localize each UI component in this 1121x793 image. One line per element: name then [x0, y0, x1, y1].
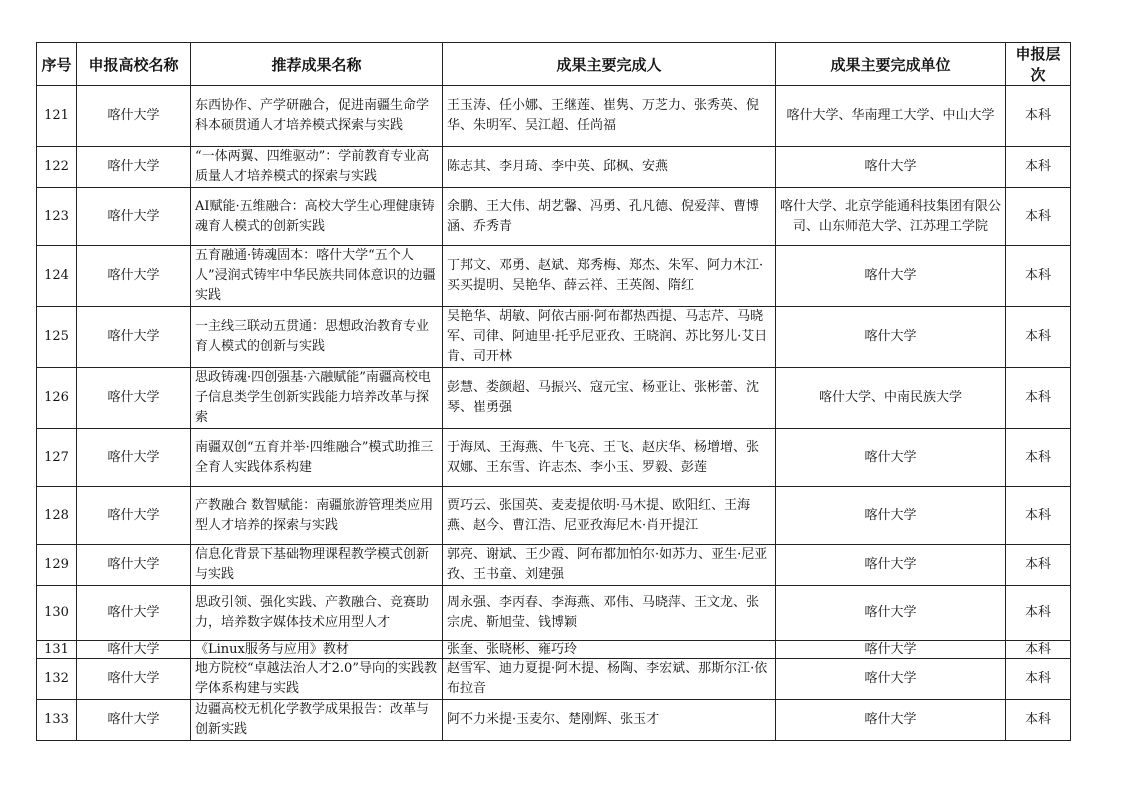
application-level: 本科 [1006, 586, 1071, 641]
main-units: 喀什大学 [776, 586, 1006, 641]
row-number: 122 [37, 147, 77, 188]
main-contributors: 赵雪军、迪力夏提·阿木提、杨陶、李宏斌、那斯尔江·依布拉音 [443, 659, 776, 700]
achievement-title: 东西协作、产学研融合，促进南疆生命学科本硕贯通人才培养模式探索与实践 [191, 86, 443, 147]
table-row [37, 429, 1071, 487]
row-number: 123 [37, 188, 77, 246]
main-units: 喀什大学 [776, 700, 1006, 741]
school-name: 喀什大学 [77, 545, 191, 586]
main-contributors: 陈志其、李月琦、李中英、邱枫、安燕 [443, 147, 776, 188]
achievement-title: 一主线三联动五贯通：思想政治教育专业育人模式的创新与实践 [191, 307, 443, 368]
row-number: 129 [37, 545, 77, 586]
table-row [37, 188, 1071, 246]
main-units: 喀什大学 [776, 246, 1006, 307]
application-level: 本科 [1006, 246, 1071, 307]
header-title: 推荐成果名称 [191, 43, 443, 86]
main-contributors: 丁邦文、邓勇、赵斌、郑秀梅、郑杰、朱军、阿力木江·买买提明、吴艳华、薛云祥、王英阁、隋红 [443, 246, 776, 307]
header-row [37, 43, 1071, 86]
header-units: 成果主要完成单位 [776, 43, 1006, 86]
achievement-title: 思政铸魂·四创强基·六融赋能”南疆高校电子信息类学生创新实践能力培养改革与探索 [191, 368, 443, 429]
row-number: 127 [37, 429, 77, 487]
school-name: 喀什大学 [77, 429, 191, 487]
row-number: 128 [37, 487, 77, 545]
table-row [37, 586, 1071, 641]
application-level: 本科 [1006, 545, 1071, 586]
application-level: 本科 [1006, 86, 1071, 147]
row-number: 131 [37, 641, 77, 659]
header-school: 申报高校名称 [77, 43, 191, 86]
application-level: 本科 [1006, 307, 1071, 368]
school-name: 喀什大学 [77, 700, 191, 741]
main-units: 喀什大学 [776, 641, 1006, 659]
table-row [37, 307, 1071, 368]
school-name: 喀什大学 [77, 188, 191, 246]
achievement-title: 边疆高校无机化学教学成果报告：改革与创新实践 [191, 700, 443, 741]
main-contributors: 贾巧云、张国英、麦麦提依明·马木提、欧阳红、王海燕、赵今、曹江浩、尼亚孜海尼木·肖开提江 [443, 487, 776, 545]
row-number: 124 [37, 246, 77, 307]
main-contributors: 彭慧、娄颜超、马振兴、寇元宝、杨亚让、张彬蕾、沈琴、崔勇强 [443, 368, 776, 429]
row-number: 130 [37, 586, 77, 641]
main-contributors: 于海凤、王海燕、牛飞亮、王飞、赵庆华、杨增增、张双娜、王东雪、许志杰、李小玉、罗毅、彭莲 [443, 429, 776, 487]
school-name: 喀什大学 [77, 487, 191, 545]
main-contributors: 阿不力米提·玉麦尔、楚刚辉、张玉才 [443, 700, 776, 741]
school-name: 喀什大学 [77, 641, 191, 659]
school-name: 喀什大学 [77, 246, 191, 307]
application-level: 本科 [1006, 659, 1071, 700]
achievement-title: “一体两翼、四维驱动”：学前教育专业高质量人才培养模式的探索与实践 [191, 147, 443, 188]
main-contributors: 张奎、张晓彬、雍巧玲 [443, 641, 776, 659]
application-level: 本科 [1006, 700, 1071, 741]
application-level: 本科 [1006, 487, 1071, 545]
document-sheet [36, 42, 1071, 741]
school-name: 喀什大学 [77, 86, 191, 147]
main-units: 喀什大学 [776, 429, 1006, 487]
main-units: 喀什大学 [776, 487, 1006, 545]
main-contributors: 周永强、李丙春、李海燕、邓伟、马晓萍、王文龙、张宗虎、靳旭莹、钱博颖 [443, 586, 776, 641]
table-row [37, 246, 1071, 307]
achievement-title: 《Linux服务与应用》教材 [191, 641, 443, 659]
achievement-title: 地方院校“卓越法治人才2.0”导向的实践教学体系构建与实践 [191, 659, 443, 700]
achievement-title: 信息化背景下基础物理课程教学模式创新与实践 [191, 545, 443, 586]
school-name: 喀什大学 [77, 586, 191, 641]
school-name: 喀什大学 [77, 368, 191, 429]
row-number: 126 [37, 368, 77, 429]
main-units: 喀什大学、北京学能通科技集团有限公司、山东师范大学、江苏理工学院 [776, 188, 1006, 246]
achievements-table [36, 42, 1071, 741]
table-row [37, 368, 1071, 429]
main-units: 喀什大学 [776, 659, 1006, 700]
main-contributors: 吴艳华、胡敏、阿依古丽·阿布都热西提、马志芹、马晓军、司律、阿迪里·托乎尼亚孜、王晓润、苏比努儿·艾日肯、司开林 [443, 307, 776, 368]
achievement-title: 五育融通·铸魂固本：喀什大学“五个人人”浸润式铸牢中华民族共同体意识的边疆实践 [191, 246, 443, 307]
application-level: 本科 [1006, 368, 1071, 429]
table-row [37, 86, 1071, 147]
main-contributors: 余鹏、王大伟、胡艺馨、冯勇、孔凡德、倪爱萍、曹博涵、乔秀青 [443, 188, 776, 246]
achievement-title: 思政引领、强化实践、产教融合、竞赛助力，培养数字媒体技术应用型人才 [191, 586, 443, 641]
table-row [37, 641, 1071, 659]
achievement-title: 南疆双创“五育并举·四维融合”模式助推三全育人实践体系构建 [191, 429, 443, 487]
main-units: 喀什大学 [776, 147, 1006, 188]
main-contributors: 郭亮、谢斌、王少霞、阿布都加怕尔·如苏力、亚生·尼亚孜、王书童、刘建强 [443, 545, 776, 586]
school-name: 喀什大学 [77, 659, 191, 700]
application-level: 本科 [1006, 147, 1071, 188]
application-level: 本科 [1006, 641, 1071, 659]
row-number: 125 [37, 307, 77, 368]
main-units: 喀什大学、中南民族大学 [776, 368, 1006, 429]
row-number: 132 [37, 659, 77, 700]
table-row [37, 659, 1071, 700]
application-level: 本科 [1006, 429, 1071, 487]
table-row [37, 700, 1071, 741]
achievement-title: 产教融合 数智赋能：南疆旅游管理类应用型人才培养的探索与实践 [191, 487, 443, 545]
main-units: 喀什大学 [776, 307, 1006, 368]
table-row [37, 545, 1071, 586]
header-level: 申报层次 [1006, 43, 1071, 86]
main-units: 喀什大学 [776, 545, 1006, 586]
table-row [37, 487, 1071, 545]
main-units: 喀什大学、华南理工大学、中山大学 [776, 86, 1006, 147]
header-no: 序号 [37, 43, 77, 86]
row-number: 133 [37, 700, 77, 741]
application-level: 本科 [1006, 188, 1071, 246]
header-people: 成果主要完成人 [443, 43, 776, 86]
school-name: 喀什大学 [77, 307, 191, 368]
achievement-title: AI赋能·五维融合：高校大学生心理健康铸魂育人模式的创新实践 [191, 188, 443, 246]
main-contributors: 王玉涛、任小娜、王继莲、崔隽、万芝力、张秀英、倪华、朱明军、吴江超、任尚福 [443, 86, 776, 147]
table-row [37, 147, 1071, 188]
row-number: 121 [37, 86, 77, 147]
school-name: 喀什大学 [77, 147, 191, 188]
